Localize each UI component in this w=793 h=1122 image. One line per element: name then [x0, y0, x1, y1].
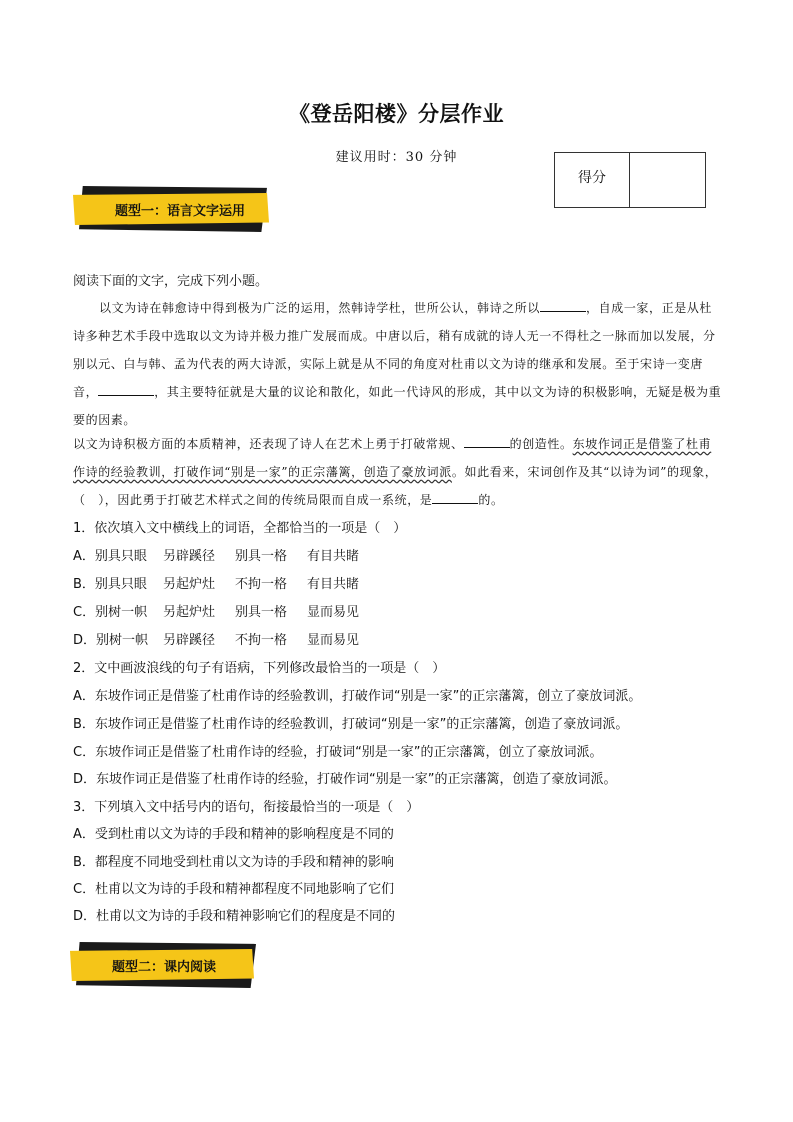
question-1-option-b[interactable]: B．别具只眼 另起炉灶 不拘一格 有目共睹: [73, 577, 360, 592]
question-2-option-b[interactable]: B．东坡作词正是借鉴了杜甫作诗的经验教训，打破词“别是一家”的正宗藩篱，创造了豪放词派。: [73, 717, 629, 732]
question-2-option-c[interactable]: C．东坡作词正是借鉴了杜甫作诗的经验，打破词“别是一家”的正宗藩篱，创立了豪放词派。: [73, 745, 603, 760]
passage-text: ，自成一家，正是从杜诗多种艺术手段中选取以文为诗并极力推广发展而成。中唐以后，稍有成就的诗人无一不得杜之一脉而加以发展，分别以元、白与韩、孟为代表的两大诗派，实际上就是从不同的角度对杜甫以文为诗的继承和发展。至于宋诗一变唐音，: [73, 301, 716, 399]
question-1-option-a[interactable]: A．别具只眼 另辟蹊径 别具一格 有目共睹: [73, 549, 360, 564]
passage-paragraph-1: [73, 294, 723, 434]
question-3-option-b[interactable]: B．都程度不同地受到杜甫以文为诗的手段和精神的影响: [73, 855, 394, 870]
blank-3: [464, 435, 510, 448]
passage-text: 以文为诗在韩愈诗中得到极为广泛的运用，然韩诗学杜，世所公认，韩诗之所以: [99, 301, 541, 315]
question-3-option-c[interactable]: C．杜甫以文为诗的手段和精神都程度不同地影响了它们: [73, 882, 395, 897]
section-label: 题型一：语言文字运用: [115, 204, 246, 219]
passage-text: 的创造性。: [509, 437, 573, 451]
section-tag-2: [70, 942, 270, 988]
blank-2: [98, 383, 154, 396]
passage-text: 的。: [478, 493, 504, 507]
question-1-option-d[interactable]: D．别树一帜 另辟蹊径 不拘一格 显而易见: [73, 633, 360, 648]
wavy-underlined-sentence: 东坡作词正是借鉴了杜甫作诗的经验教训，打破作词“别是一家”的正宗藩篱，创造了豪放词派: [73, 437, 712, 479]
passage-text: 。如此看来，宋词创作及其“以诗为词”的现象，（ ），因此勇于打破艺术样式之间的传统局限而自成一系统，是: [73, 465, 718, 507]
score-label: 得分: [555, 153, 630, 207]
passage-paragraph-2: [73, 430, 723, 514]
question-2-stem: 2．文中画波浪线的句子有语病，下列修改最恰当的一项是（ ）: [73, 661, 446, 676]
question-3-option-d[interactable]: D．杜甫以文为诗的手段和精神影响它们的程度是不同的: [73, 909, 396, 924]
blank-1: [540, 299, 586, 312]
section-tag-1: [73, 186, 273, 232]
passage-text: 以文为诗积极方面的本质精神，还表现了诗人在艺术上勇于打破常规、: [73, 437, 464, 451]
passage-intro: 阅读下面的文字，完成下列小题。: [73, 274, 269, 289]
page-title: 《登岳阳楼》分层作业: [289, 101, 504, 126]
blank-4: [432, 491, 478, 504]
question-1-option-c[interactable]: C．别树一帜 另起炉灶 别具一格 显而易见: [73, 605, 360, 620]
score-box: [554, 152, 706, 208]
score-value-field[interactable]: [630, 153, 705, 207]
question-2-option-d[interactable]: D．东坡作词正是借鉴了杜甫作诗的经验，打破作词“别是一家”的正宗藩篱，创造了豪放词派。: [73, 772, 617, 787]
question-1-stem: 1．依次填入文中横线上的词语，全都恰当的一项是（ ）: [73, 521, 407, 536]
question-2-option-a[interactable]: A．东坡作词正是借鉴了杜甫作诗的经验教训，打破作词“别是一家”的正宗藩篱，创立了豪放词派。: [73, 689, 642, 704]
question-3-stem: 3．下列填入文中括号内的语句，衔接最恰当的一项是（ ）: [73, 800, 420, 815]
section-label: 题型二：课内阅读: [112, 960, 217, 975]
question-3-option-a[interactable]: A．受到杜甫以文为诗的手段和精神的影响程度是不同的: [73, 827, 394, 842]
passage-text: ，其主要特征就是大量的议论和散化，如此一代诗风的形成，其中以文为诗的积极影响，无疑是极为重要的因素。: [73, 385, 722, 427]
suggested-time: 建议用时：30 分钟: [335, 150, 458, 165]
